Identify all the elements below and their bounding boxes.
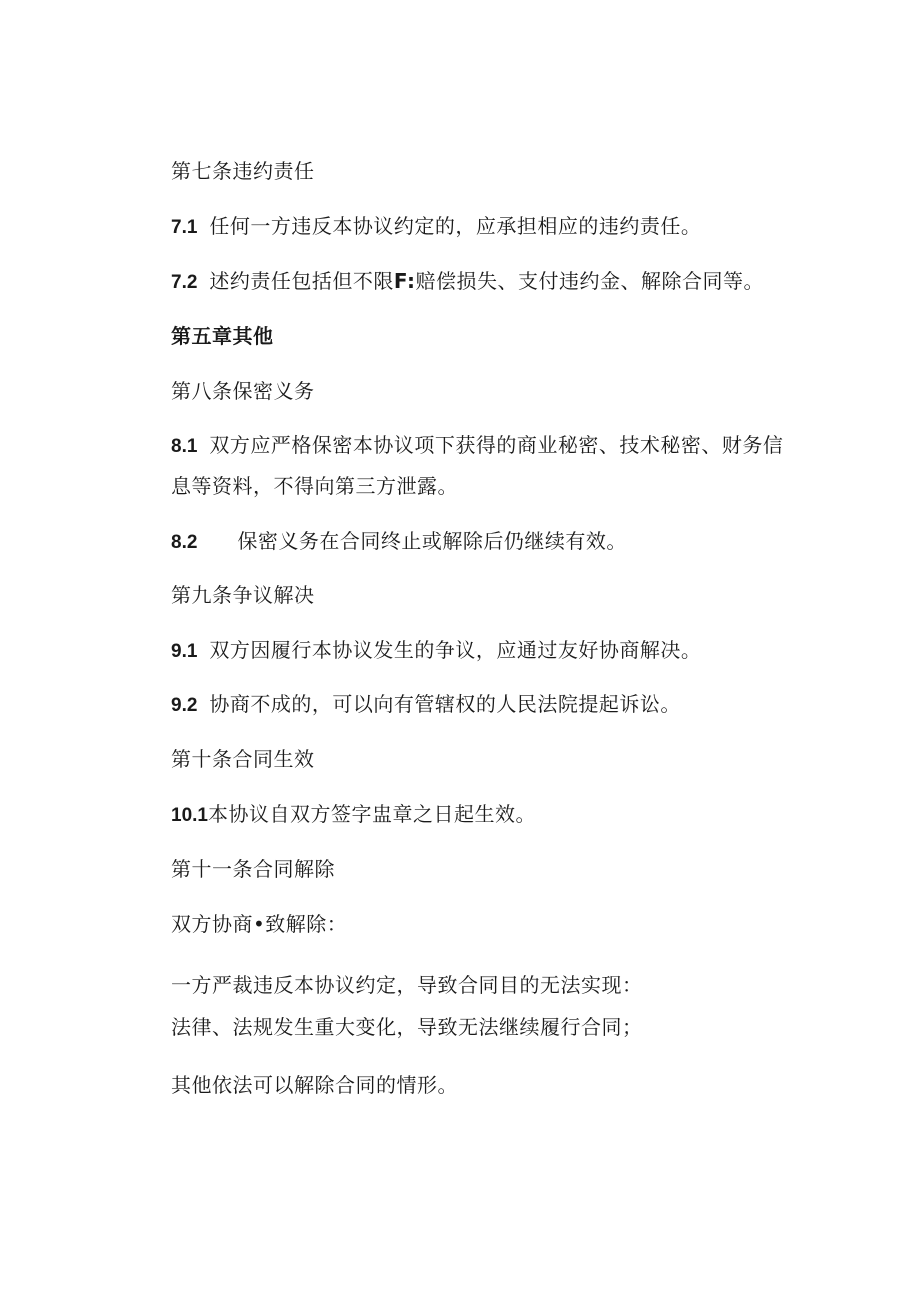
clause-number: 7.1	[171, 217, 198, 238]
article-11-intro	[171, 910, 347, 938]
article-9-heading	[171, 581, 315, 609]
clause-10-1	[171, 800, 536, 830]
clause-7-1	[171, 212, 701, 242]
article-8-heading	[171, 377, 315, 405]
termination-case-text: 其他依法可以解除合同的情形。	[171, 1073, 458, 1097]
clause-8-1-continued	[171, 472, 458, 500]
clause-8-2	[171, 527, 627, 557]
clause-number: 9.1	[171, 641, 198, 662]
clause-9-2	[171, 690, 681, 720]
article-11-heading-text: 第十一条合同解除	[171, 857, 335, 881]
article-7-heading-text: 第七条违约责任	[171, 159, 315, 183]
clause-number: 10.1	[171, 805, 208, 826]
article-7-heading	[171, 157, 315, 185]
clause-7-2	[171, 267, 764, 297]
article-11-heading	[171, 855, 335, 883]
clause-number: 8.2	[171, 532, 198, 553]
chapter-5-heading-text: 第五章其他	[171, 324, 274, 348]
clause-text: 保密义务在合同终止或解除后仍继续有效。	[237, 529, 627, 553]
clause-text: 述约责任包括但不限	[209, 269, 394, 293]
clause-number: 9.2	[171, 695, 198, 716]
clause-text-fragment: F:	[393, 269, 416, 293]
article-11-intro-text: 双方协商•致解除：	[171, 912, 348, 936]
chapter-5-heading	[171, 322, 274, 350]
clause-text-continued: 赔偿损失、支付违约金、解除合同等。	[415, 269, 764, 293]
clause-8-1	[171, 431, 783, 461]
article-10-heading	[171, 745, 315, 773]
clause-text: 双方应严格保密本协议项下获得的商业秘密、技术秘密、财务信	[209, 433, 784, 457]
termination-case	[171, 1013, 643, 1041]
termination-case-text: 法律、法规发生重大变化，导致无法继续履行合同；	[171, 1015, 643, 1039]
clause-9-1	[171, 636, 701, 666]
termination-case	[171, 971, 643, 999]
article-8-heading-text: 第八条保密义务	[171, 379, 315, 403]
termination-case-text: 一方严裁违反本协议约定，导致合同目的无法实现：	[171, 973, 643, 997]
clause-text: 双方因履行本协议发生的争议，应通过友好协商解决。	[209, 638, 702, 662]
clause-text: 协商不成的，可以向有管辖权的人民法院提起诉讼。	[209, 692, 681, 716]
clause-text-continued: 息等资料，不得向第三方泄露。	[171, 474, 458, 498]
termination-case	[171, 1071, 458, 1099]
clause-text: 本协议自双方签字盅章之日起生效。	[207, 802, 536, 826]
article-10-heading-text: 第十条合同生效	[171, 747, 315, 771]
clause-number: 8.1	[171, 436, 198, 457]
article-9-heading-text: 第九条争议解决	[171, 583, 315, 607]
clause-text: 任何一方违反本协议约定的，应承担相应的违约责任。	[209, 214, 702, 238]
clause-number: 7.2	[171, 272, 198, 293]
